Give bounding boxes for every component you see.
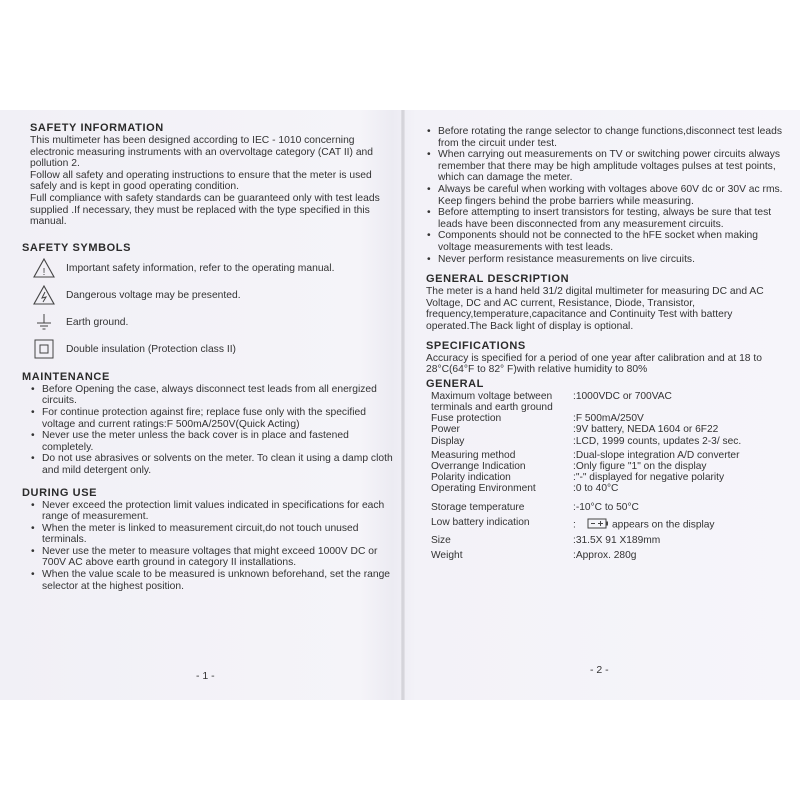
safety-information-section — [22, 122, 400, 228]
spec-value: :Dual-slope integration A/D converter — [573, 449, 740, 461]
symbol-description: Double insulation (Protection class II) — [66, 343, 236, 355]
spec-value: :9V battery, NEDA 1604 or 6F22 — [573, 424, 719, 436]
safety-symbols-heading: SAFETY SYMBOLS — [22, 241, 132, 254]
table-row — [426, 546, 786, 561]
table-row — [426, 391, 786, 413]
table-row — [426, 424, 786, 435]
list-item: • Before rotating the range selector to change functions,disconnect test leads from the circuit under test. — [426, 126, 786, 149]
spec-value: :LCD, 1999 counts, updates 2-3/ sec. — [573, 435, 742, 447]
maintenance-section — [22, 371, 400, 477]
list-item: • Before attempting to insert transistors for testing, always be sure that test leads have been disconnected from any measurement circuits. — [426, 207, 786, 230]
table-row — [426, 413, 786, 424]
safety-information-heading: SAFETY INFORMATION — [30, 122, 164, 134]
general-description-text: The meter is a hand held 31/2 digital multimeter for measuring DC and AC Voltage, DC and AC current, Resistance, Diode, Transistor, frequency,temperature,capacitance and Continuity Test with battery operated.The Back light of display is optional. — [426, 286, 764, 332]
table-row: Low battery indication : appears on the display — [426, 513, 786, 532]
list-item: • Never exceed the protection limit values indicated in specifications for each range of measurement. — [30, 500, 400, 523]
specifications-text: Accuracy is specified for a period of one year after calibration and at 18 to 28°C(64°F to 82° F)with relative humidity to 80% — [426, 352, 762, 376]
spec-value: :31.5X 91 X189mm — [573, 534, 661, 546]
table-row — [426, 461, 786, 472]
safety-information-paragraph: This multimeter has been designed according to IEC - 1010 concerning electronic measuring instruments with an overvoltage category (CAT II) and pollution 2. — [30, 135, 374, 170]
spec-label: Maximum voltage between terminals and earth ground — [431, 390, 553, 413]
warning-triangle-icon — [32, 257, 56, 279]
spec-value: :0 to 40°C — [573, 483, 619, 495]
spec-value: :Only figure "1" on the display — [573, 460, 707, 472]
spec-value: :1000VDC or 700VAC — [573, 390, 672, 402]
spec-value: appears on the display — [612, 519, 715, 531]
precautions-list — [426, 126, 786, 265]
general-section — [426, 378, 786, 562]
page-number: - 1 - — [196, 670, 215, 682]
safety-information-paragraph: Follow all safety and operating instructions to ensure that the meter is used safely and is kept in good operating condition. — [30, 169, 372, 193]
spec-label: Storage temperature — [431, 501, 525, 513]
symbol-description: Earth ground. — [66, 316, 129, 328]
symbol-row — [22, 309, 400, 336]
spec-label: Power — [431, 424, 460, 436]
spec-value: :-10°C to 50°C — [573, 501, 639, 513]
during-use-section — [22, 487, 400, 593]
symbol-row — [22, 255, 400, 282]
table-row — [426, 483, 786, 494]
general-heading: GENERAL — [426, 377, 484, 390]
spec-value: :Approx. 280g — [573, 550, 637, 562]
symbol-description: Dangerous voltage may be presented. — [66, 289, 241, 301]
list-item: • When carrying out measurements on TV or switching power circuits always remember that there may be high amplitude voltages pulses at test points, which can damage the meter. — [426, 149, 786, 184]
symbol-description: Important safety information, refer to the operating manual. — [66, 262, 335, 274]
list-item: • Always be careful when working with voltages above 60V dc or 30V ac rms. Keep fingers behind the probe barriers while measuring. — [426, 184, 786, 207]
general-description-heading: GENERAL DESCRIPTION — [426, 273, 570, 286]
general-description-section — [426, 273, 786, 332]
general-spec-table — [426, 391, 786, 562]
page-number: - 2 - — [590, 664, 609, 676]
right-page — [426, 126, 786, 561]
spec-label: Operating Environment — [431, 483, 536, 495]
symbol-row — [22, 282, 400, 309]
low-battery-icon — [587, 517, 609, 532]
list-item: • When the meter is linked to measurement circuit,do not touch unused terminals. — [30, 523, 400, 546]
spec-value: :F 500mA/250V — [573, 413, 644, 425]
list-item: • Components should not be connected to the hFE socket when making voltage measurements with test leads. — [426, 230, 786, 253]
spec-label: Overrange Indication — [431, 460, 526, 472]
page-fold — [401, 110, 405, 700]
list-item: • Never perform resistance measurements on live circuits. — [426, 254, 786, 266]
earth-ground-icon — [32, 311, 56, 333]
spec-label: Display — [431, 435, 465, 447]
double-insulation-icon — [32, 338, 56, 360]
spec-label: Low battery indication — [431, 516, 530, 528]
spec-label: Weight — [431, 550, 463, 562]
spec-value: :"-" displayed for negative polarity — [573, 472, 725, 484]
table-row — [426, 495, 786, 513]
spec-label: Fuse protection — [431, 413, 502, 425]
high-voltage-icon — [32, 284, 56, 306]
spec-label: Measuring method — [431, 449, 516, 461]
maintenance-heading: MAINTENANCE — [22, 370, 110, 383]
safety-information-paragraph: Full compliance with safety standards can be guaranteed only with test leads supplied .If necessary, they must be replaced with the type specified in this manual. — [30, 192, 380, 228]
specifications-heading: SPECIFICATIONS — [426, 339, 526, 352]
symbol-row — [22, 336, 400, 363]
list-item: • For continue protection against fire; replace fuse only with the specified voltage and current ratings:F 500mA/250V(Quick Acting) — [30, 407, 400, 430]
table-row — [426, 447, 786, 461]
list-item: • Never use the meter unless the back cover is in place and fastened completely. — [30, 430, 400, 453]
table-row — [426, 532, 786, 546]
table-row — [426, 436, 786, 447]
left-page — [22, 122, 400, 592]
list-item: • Before Opening the case, always disconnect test leads from all energized circuits. — [30, 384, 400, 407]
safety-symbols-section — [22, 242, 400, 363]
table-row — [426, 472, 786, 483]
list-item: • Never use the meter to measure voltages that might exceed 1000V DC or 700V AC above earth ground in category II installations. — [30, 546, 400, 569]
during-use-heading: DURING USE — [22, 486, 98, 499]
spec-label: Polarity indication — [431, 472, 511, 484]
svg-text:!: ! — [42, 267, 46, 279]
specifications-section — [426, 340, 786, 376]
spec-label: Size — [431, 534, 451, 546]
list-item: • Do not use abrasives or solvents on the meter. To clean it using a damp cloth and mild detergent only. — [30, 453, 400, 476]
list-item: • When the value scale to be measured is unknown beforehand, set the range selector at the highest position. — [30, 569, 400, 592]
